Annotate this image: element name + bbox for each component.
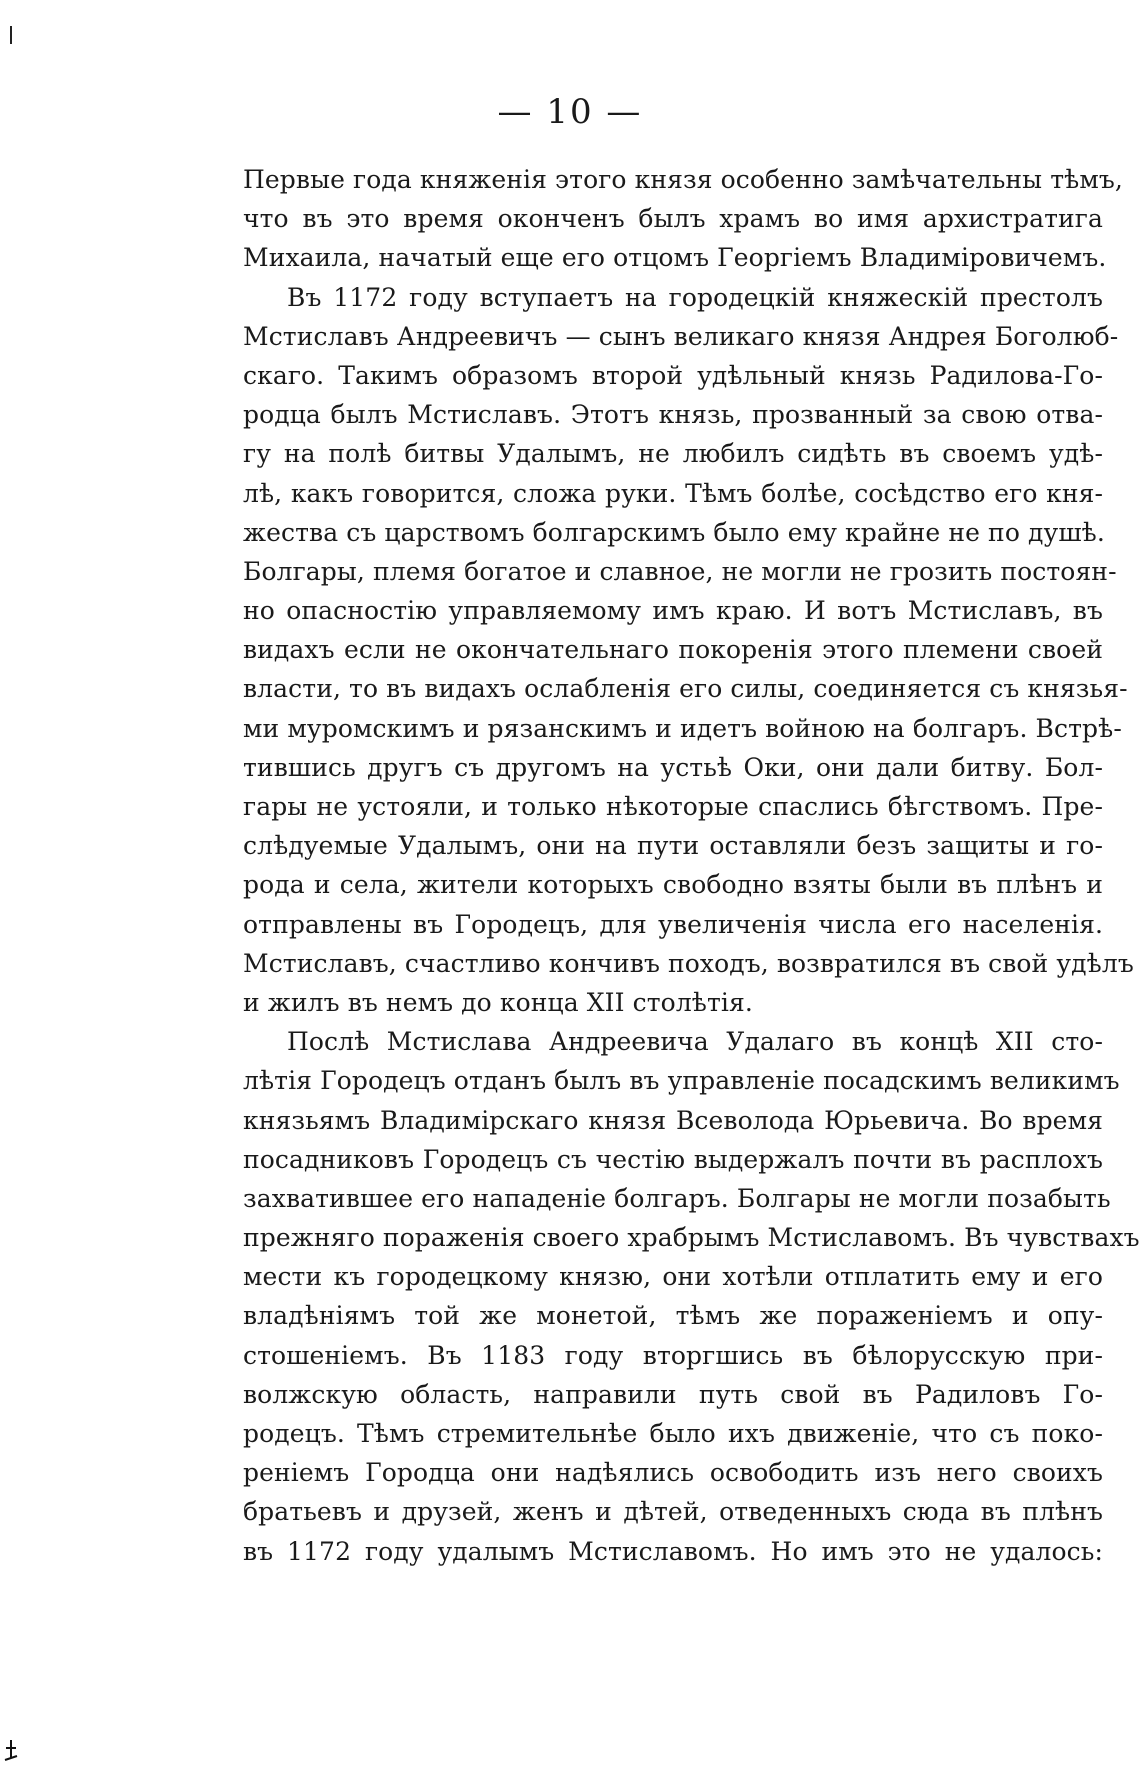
text-line: но опасностію управляемому имъ краю. И вотъ Мстиславъ, въ	[243, 596, 1103, 626]
text-line: рода и села, жители которыхъ свободно взяты были въ плѣнъ и	[243, 870, 1103, 900]
text-line: Болгары, племя богатое и славное, не могли не грозить постоян-	[243, 556, 1117, 586]
text-line: слѣдуемые Удалымъ, они на пути оставляли безъ защиты и го-	[243, 831, 1103, 861]
paragraph-start-line: Въ 1172 году вступаетъ на городецкій княжескій престолъ	[287, 282, 1103, 312]
text-line: стошеніемъ. Въ 1183 году вторгшись въ бѣлорусскую при-	[243, 1340, 1103, 1370]
text-line: Мстиславъ Андреевичъ — сынъ великаго князя Андрея Боголюб-	[243, 321, 1119, 351]
text-line: отправлены въ Городецъ, для увеличенія числа его населенія.	[243, 909, 1103, 939]
text-line: владѣніямъ той же монетой, тѣмъ же пораженіемъ и опу-	[243, 1301, 1103, 1331]
text-line: лѣ, какъ говорится, сложа руки. Тѣмъ болѣе, сосѣдство его кня-	[243, 478, 1103, 508]
text-line: въ 1172 году удалымъ Мстиславомъ. Но имъ это не удалось:	[243, 1536, 1103, 1566]
text-line: скаго. Такимъ образомъ второй удѣльный князь Радилова-Го-	[243, 360, 1103, 390]
text-line: Первые года княженія этого князя особенно замѣчательны тѣмъ,	[243, 165, 1123, 194]
paragraph-start-line: Послѣ Мстислава Андреевича Удалаго въ концѣ XII сто-	[287, 1027, 1103, 1057]
text-line: что въ это время оконченъ былъ храмъ во имя архистратига	[243, 204, 1103, 234]
text-line: родца былъ Мстиславъ. Этотъ князь, прозванный за свою отва-	[243, 400, 1103, 430]
text-line: захватившее его нападеніе болгаръ. Болгары не могли позабыть	[243, 1183, 1111, 1213]
text-line: реніемъ Городца они надѣялись освободить изъ него своихъ	[243, 1458, 1103, 1488]
text-line: гу на полѣ битвы Удалымъ, не любилъ сидѣть въ своемъ удѣ-	[243, 439, 1103, 469]
text-line: гары не устояли, и только нѣкоторые спаслись бѣгствомъ. Пре-	[243, 792, 1103, 821]
text-line: власти, то въ видахъ ослабленія его силы, соединяется съ князья-	[243, 674, 1128, 704]
scan-artifact-mark	[10, 26, 12, 44]
paragraph-end-line: и жилъ въ немъ до конца XII столѣтія.	[243, 987, 753, 1017]
text-line: мести къ городецкому князю, они хотѣли отплатить ему и его	[243, 1262, 1103, 1292]
body-text	[243, 160, 1140, 1571]
text-line: родецъ. Тѣмъ стремительнѣе было ихъ движеніе, что съ поко-	[243, 1419, 1103, 1448]
text-line: Мстиславъ, счастливо кончивъ походъ, возвратился въ свой удѣлъ	[243, 948, 1134, 978]
scan-artifact-glyph	[2, 1738, 20, 1762]
text-line: князьямъ Владимірскаго князя Всеволода Юрьевича. Во время	[243, 1105, 1103, 1135]
text-line: братьевъ и друзей, женъ и дѣтей, отведенныхъ сюда въ плѣнъ	[243, 1497, 1103, 1527]
text-line: тившись другъ съ другомъ на устьѣ Оки, они дали битву. Бол-	[243, 752, 1103, 782]
text-line: видахъ если не окончательнаго покоренія этого племени своей	[243, 635, 1103, 665]
text-line: ми муромскимъ и рязанскимъ и идетъ войною на болгаръ. Встрѣ-	[243, 713, 1122, 743]
text-line: посадниковъ Городецъ съ честію выдержалъ почти въ расплохъ	[243, 1144, 1103, 1174]
text-line: жества съ царствомъ болгарскимъ было ему крайне не по душѣ.	[243, 517, 1105, 547]
text-line: лѣтія Городецъ отданъ былъ въ управленіе посадскимъ великимъ	[243, 1066, 1120, 1096]
text-line: волжскую область, направили путь свой въ Радиловъ Го-	[243, 1379, 1103, 1409]
page-number: — 10 —	[497, 92, 643, 132]
text-line: прежняго пораженія своего храбрымъ Мстиславомъ. Въ чувствахъ	[243, 1223, 1140, 1253]
text-line: Михаила, начатый еще его отцомъ Георгіемъ Владиміровичемъ.	[243, 243, 1107, 273]
